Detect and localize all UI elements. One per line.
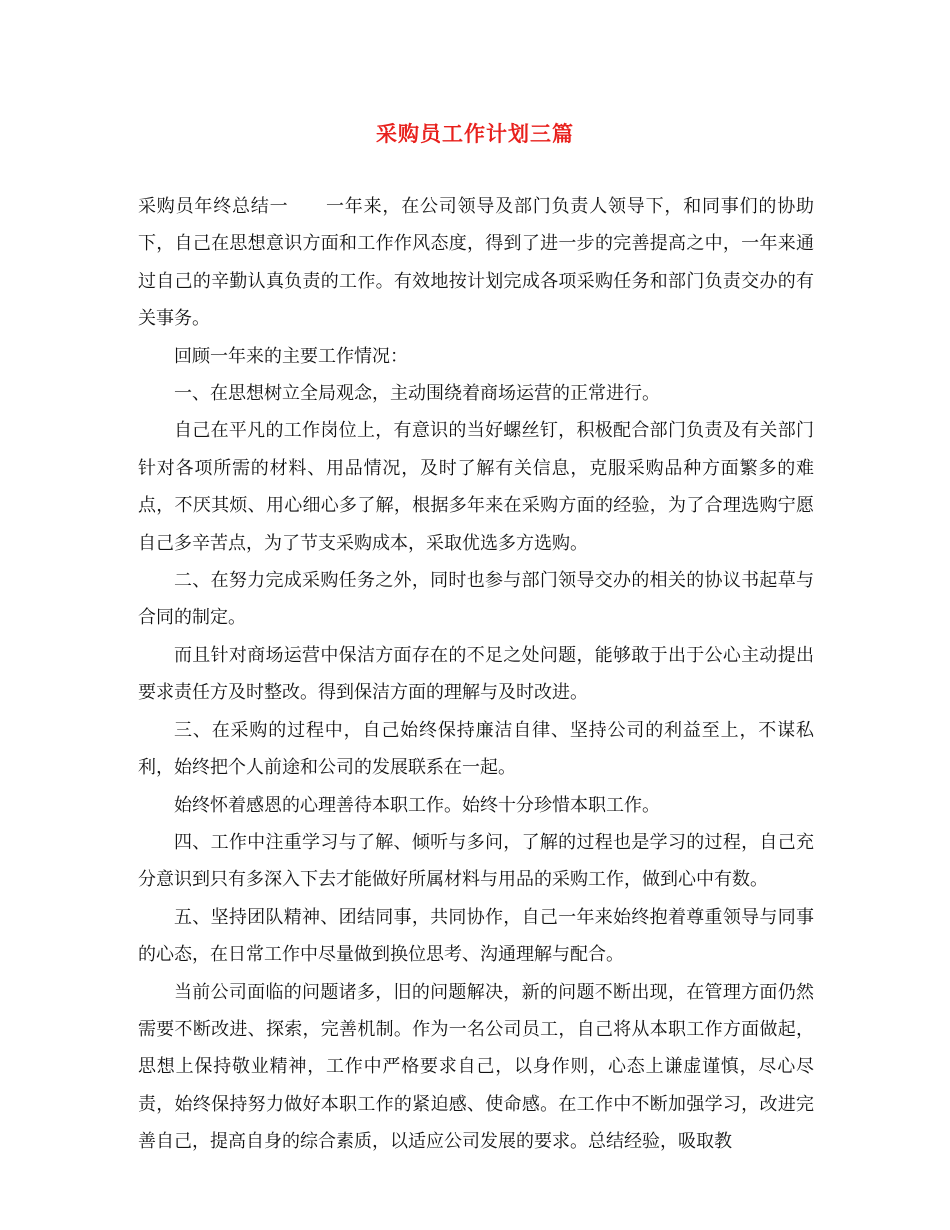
paragraph-point-one: 一、在思想树立全局观念，主动围绕着商场运营的正常进行。: [174, 383, 660, 405]
document-body: [138, 188, 814, 1161]
paragraph-point-two: 二、在努力完成采购任务之外，同时也参与部门领导交办的相关的协议书起草与合同的制定。: [138, 570, 814, 629]
paragraph-point-two-detail: 而且针对商场运营中保洁方面存在的不足之处问题，能够敢于出于公心主动提出要求责任方及时整改。得到保洁方面的理解与及时改进。: [138, 644, 814, 704]
paragraph-point-one-detail: 自己在平凡的工作岗位上，有意识的当好螺丝钉，积极配合部门负责及有关部门针对各项所需的材料、用品情况，及时了解有关信息，克服采购品种方面繁多的难点，不厌其烦、用心细心多了解，根据多年来在采购方面的经验，为了合理选购宁愿自己多辛苦点，为了节支采购成本，采取优选多方选购。: [138, 420, 814, 554]
paragraph-point-three: 三、在采购的过程中，自己始终保持廉洁自律、坚持公司的利益至上，不谋私利，始终把个人前途和公司的发展联系在一起。: [138, 719, 814, 779]
paragraph-point-five: 五、坚持团队精神、团结同事，共同协作，自己一年来始终抱着尊重领导与同事的心态，在日常工作中尽量做到换位思考、沟通理解与配合。: [138, 906, 814, 966]
paragraph-outlook: 当前公司面临的问题诸多，旧的问题解决，新的问题不断出现，在管理方面仍然需要不断改进、探索，完善机制。作为一名公司员工，自己将从本职工作方面做起，思想上保持敬业精神，工作中严格要求自己，以身作则，心态上谦虚谨慎，尽心尽责，始终保持努力做好本职工作的紧迫感、使命感。在工作中不断加强学习，改进完善自己，提高自身的综合素质，以适应公司发展的要求。总结经验，吸取教: [138, 981, 814, 1153]
paragraph-intro: 采购员年终总结一 一年来，在公司领导及部门负责人领导下，和同事们的协助下，自己在思想意识方面和工作作风态度，得到了进一步的完善提高之中，一年来通过自己的辛勤认真负责的工作。有效地按计划完成各项采购任务和部门负责交办的有关事务。: [138, 196, 814, 330]
paragraph-point-four: 四、工作中注重学习与了解、倾听与多问，了解的过程也是学习的过程，自己充分意识到只有多深入下去才能做好所属材料与用品的采购工作，做到心中有数。: [138, 831, 814, 891]
document-title: 采购员工作计划三篇: [376, 121, 574, 146]
paragraph-review-heading: 回顾一年来的主要工作情况：: [174, 345, 408, 367]
paragraph-point-three-detail: 始终怀着感恩的心理善待本职工作。始终十分珍惜本职工作。: [174, 794, 660, 816]
